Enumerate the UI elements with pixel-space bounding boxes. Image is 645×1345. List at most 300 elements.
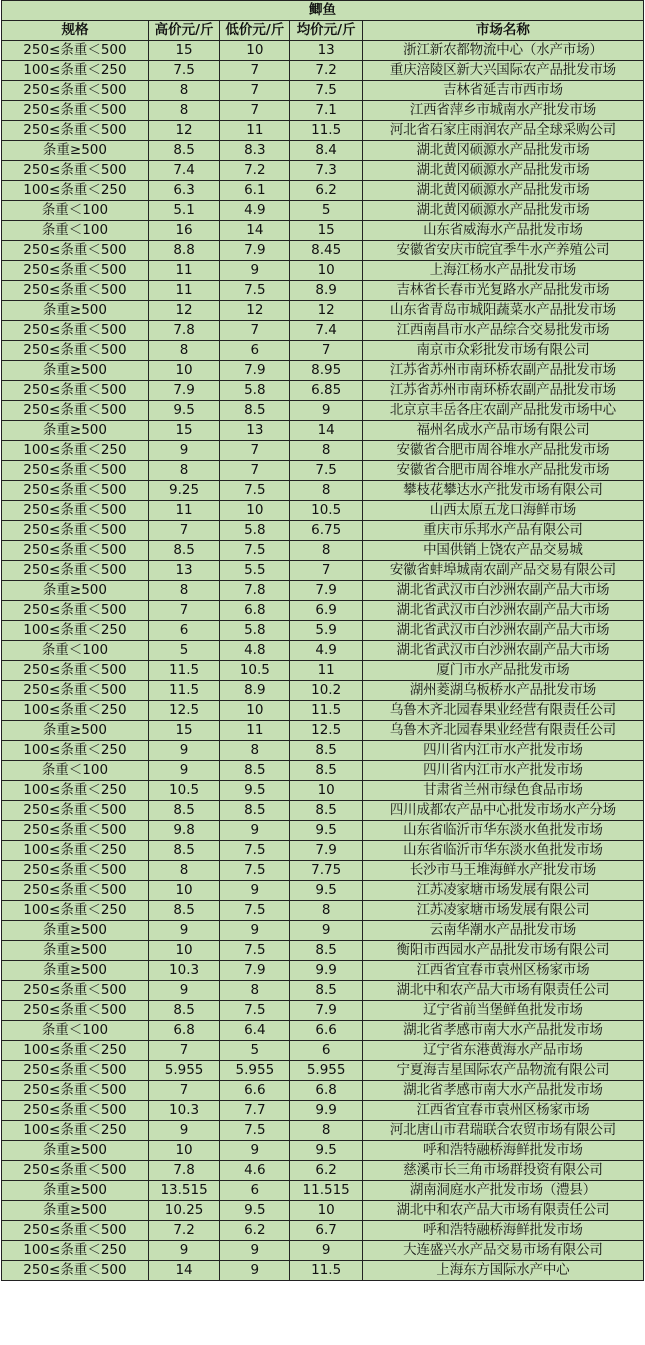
cell-avg-price: 7.5 [290, 461, 362, 481]
cell-high-price: 10 [148, 1141, 219, 1161]
cell-market-name: 慈溪市长三角市场群投资有限公司 [362, 1161, 643, 1181]
cell-avg-price: 11.5 [290, 121, 362, 141]
cell-high-price: 7 [148, 601, 219, 621]
table-row [2, 1041, 644, 1061]
header-high-price: 高价元/斤 [148, 21, 219, 41]
cell-high-price: 15 [148, 421, 219, 441]
cell-low-price: 7.5 [220, 281, 290, 301]
cell-avg-price: 8.4 [290, 141, 362, 161]
cell-spec: 条重≥500 [2, 921, 149, 941]
cell-spec: 条重≥500 [2, 1181, 149, 1201]
cell-spec: 100≤条重＜250 [2, 701, 149, 721]
cell-spec: 250≤条重＜500 [2, 561, 149, 581]
cell-low-price: 7.7 [220, 1101, 290, 1121]
cell-avg-price: 5.9 [290, 621, 362, 641]
cell-spec: 100≤条重＜250 [2, 781, 149, 801]
table-row [2, 741, 644, 761]
table-row [2, 841, 644, 861]
cell-market-name: 吉林省延吉市西市场 [362, 81, 643, 101]
cell-high-price: 12.5 [148, 701, 219, 721]
cell-spec: 250≤条重＜500 [2, 341, 149, 361]
cell-low-price: 6 [220, 1181, 290, 1201]
cell-low-price: 7 [220, 101, 290, 121]
cell-high-price: 7.9 [148, 381, 219, 401]
cell-spec: 250≤条重＜500 [2, 541, 149, 561]
cell-high-price: 11 [148, 501, 219, 521]
cell-avg-price: 8.95 [290, 361, 362, 381]
cell-spec: 250≤条重＜500 [2, 481, 149, 501]
cell-market-name: 江苏凌家塘市场发展有限公司 [362, 901, 643, 921]
cell-low-price: 9 [220, 1261, 290, 1281]
cell-low-price: 10 [220, 41, 290, 61]
cell-market-name: 湖北省武汉市白沙洲农副产品大市场 [362, 621, 643, 641]
cell-spec: 250≤条重＜500 [2, 801, 149, 821]
table-row [2, 601, 644, 621]
cell-spec: 250≤条重＜500 [2, 81, 149, 101]
cell-spec: 条重≥500 [2, 1201, 149, 1221]
table-row [2, 421, 644, 441]
table-row [2, 441, 644, 461]
cell-market-name: 乌鲁木齐北园春果业经营有限责任公司 [362, 721, 643, 741]
cell-low-price: 7.9 [220, 361, 290, 381]
table-row [2, 561, 644, 581]
table-row [2, 41, 644, 61]
cell-market-name: 河北唐山市君瑞联合农贸市场有限公司 [362, 1121, 643, 1141]
cell-market-name: 湖北省孝感市南大水产品批发市场 [362, 1021, 643, 1041]
cell-low-price: 8.3 [220, 141, 290, 161]
cell-avg-price: 9.5 [290, 821, 362, 841]
cell-avg-price: 7.75 [290, 861, 362, 881]
cell-high-price: 12 [148, 301, 219, 321]
cell-market-name: 上海东方国际水产中心 [362, 1261, 643, 1281]
cell-high-price: 9 [148, 921, 219, 941]
table-row [2, 801, 644, 821]
cell-low-price: 5.8 [220, 521, 290, 541]
cell-low-price: 6.6 [220, 1081, 290, 1101]
cell-avg-price: 8.45 [290, 241, 362, 261]
cell-high-price: 10.25 [148, 1201, 219, 1221]
cell-low-price: 5.955 [220, 1061, 290, 1081]
cell-high-price: 14 [148, 1261, 219, 1281]
cell-spec: 100≤条重＜250 [2, 1041, 149, 1061]
cell-low-price: 7 [220, 321, 290, 341]
cell-market-name: 云南华潮水产品批发市场 [362, 921, 643, 941]
table-row [2, 81, 644, 101]
cell-low-price: 11 [220, 121, 290, 141]
cell-low-price: 8.5 [220, 801, 290, 821]
table-row [2, 241, 644, 261]
table-row [2, 621, 644, 641]
table-row [2, 1021, 644, 1041]
cell-spec: 250≤条重＜500 [2, 661, 149, 681]
cell-market-name: 湖北省武汉市白沙洲农副产品大市场 [362, 641, 643, 661]
cell-low-price: 9 [220, 881, 290, 901]
cell-high-price: 8.5 [148, 901, 219, 921]
cell-low-price: 8 [220, 981, 290, 1001]
cell-market-name: 福州名成水产品市场有限公司 [362, 421, 643, 441]
cell-market-name: 上海江杨水产品批发市场 [362, 261, 643, 281]
cell-avg-price: 8.5 [290, 801, 362, 821]
cell-low-price: 8 [220, 741, 290, 761]
cell-market-name: 大连盛兴水产品交易市场有限公司 [362, 1241, 643, 1261]
cell-market-name: 湖北中和农产品大市场有限责任公司 [362, 981, 643, 1001]
cell-market-name: 安徽省蚌埠城南农副产品交易有限公司 [362, 561, 643, 581]
cell-low-price: 7.5 [220, 901, 290, 921]
cell-high-price: 9 [148, 981, 219, 1001]
cell-avg-price: 7.4 [290, 321, 362, 341]
cell-low-price: 7 [220, 461, 290, 481]
cell-avg-price: 7 [290, 341, 362, 361]
cell-market-name: 四川省内江市水产批发市场 [362, 761, 643, 781]
cell-market-name: 安徽省合肥市周谷堆水产品批发市场 [362, 441, 643, 461]
price-table [1, 0, 644, 1281]
table-title: 鲫鱼 [2, 1, 644, 21]
cell-market-name: 甘肃省兰州市绿色食品市场 [362, 781, 643, 801]
cell-avg-price: 11.515 [290, 1181, 362, 1201]
cell-high-price: 8 [148, 861, 219, 881]
header-spec: 规格 [2, 21, 149, 41]
table-row [2, 641, 644, 661]
cell-high-price: 15 [148, 41, 219, 61]
cell-low-price: 9.5 [220, 781, 290, 801]
cell-high-price: 13 [148, 561, 219, 581]
cell-low-price: 5.8 [220, 381, 290, 401]
cell-avg-price: 8 [290, 1121, 362, 1141]
cell-market-name: 山东省青岛市城阳蔬菜水产品批发市场 [362, 301, 643, 321]
table-row [2, 381, 644, 401]
cell-avg-price: 9 [290, 1241, 362, 1261]
cell-high-price: 6.3 [148, 181, 219, 201]
cell-avg-price: 6.9 [290, 601, 362, 621]
cell-high-price: 7.2 [148, 1221, 219, 1241]
table-row [2, 301, 644, 321]
cell-high-price: 9.25 [148, 481, 219, 501]
cell-high-price: 10.5 [148, 781, 219, 801]
cell-market-name: 辽宁省前当堡鲜鱼批发市场 [362, 1001, 643, 1021]
cell-low-price: 4.6 [220, 1161, 290, 1181]
table-row [2, 861, 644, 881]
cell-market-name: 重庆涪陵区新大兴国际农产品批发市场 [362, 61, 643, 81]
cell-spec: 100≤条重＜250 [2, 181, 149, 201]
table-row [2, 1181, 644, 1201]
cell-high-price: 10 [148, 361, 219, 381]
cell-spec: 250≤条重＜500 [2, 261, 149, 281]
cell-low-price: 9.5 [220, 1201, 290, 1221]
table-row [2, 461, 644, 481]
cell-market-name: 安徽省安庆市皖宜季牛水产养殖公司 [362, 241, 643, 261]
cell-low-price: 7 [220, 441, 290, 461]
table-row [2, 1001, 644, 1021]
cell-market-name: 湖北黄冈硕源水产品批发市场 [362, 201, 643, 221]
cell-spec: 250≤条重＜500 [2, 981, 149, 1001]
cell-high-price: 7 [148, 1041, 219, 1061]
table-row [2, 261, 644, 281]
cell-avg-price: 13 [290, 41, 362, 61]
cell-market-name: 湖北黄冈硕源水产品批发市场 [362, 181, 643, 201]
cell-market-name: 厦门市水产品批发市场 [362, 661, 643, 681]
cell-low-price: 7.9 [220, 961, 290, 981]
cell-high-price: 10 [148, 941, 219, 961]
table-row [2, 61, 644, 81]
cell-avg-price: 8 [290, 441, 362, 461]
cell-avg-price: 9.9 [290, 1101, 362, 1121]
table-row [2, 921, 644, 941]
cell-avg-price: 8 [290, 481, 362, 501]
cell-spec: 条重≥500 [2, 1141, 149, 1161]
cell-market-name: 江西省宜春市袁州区杨家市场 [362, 1101, 643, 1121]
cell-low-price: 7.9 [220, 241, 290, 261]
cell-avg-price: 8.5 [290, 761, 362, 781]
table-row [2, 121, 644, 141]
cell-avg-price: 4.9 [290, 641, 362, 661]
cell-market-name: 河北省石家庄雨润农产品全球采购公司 [362, 121, 643, 141]
cell-spec: 250≤条重＜500 [2, 861, 149, 881]
table-row [2, 181, 644, 201]
cell-spec: 250≤条重＜500 [2, 461, 149, 481]
table-row [2, 541, 644, 561]
cell-spec: 250≤条重＜500 [2, 1221, 149, 1241]
cell-market-name: 江西南昌市水产品综合交易批发市场 [362, 321, 643, 341]
cell-avg-price: 9.9 [290, 961, 362, 981]
cell-low-price: 10.5 [220, 661, 290, 681]
cell-high-price: 8.5 [148, 141, 219, 161]
table-row [2, 1121, 644, 1141]
table-row [2, 281, 644, 301]
cell-high-price: 8.5 [148, 801, 219, 821]
table-row [2, 161, 644, 181]
table-row [2, 701, 644, 721]
cell-market-name: 山西太原五龙口海鲜市场 [362, 501, 643, 521]
cell-avg-price: 7 [290, 561, 362, 581]
cell-high-price: 8 [148, 101, 219, 121]
cell-market-name: 宁夏海吉星国际农产品物流有限公司 [362, 1061, 643, 1081]
cell-avg-price: 8.5 [290, 741, 362, 761]
cell-low-price: 7.2 [220, 161, 290, 181]
cell-low-price: 7.5 [220, 1001, 290, 1021]
cell-low-price: 9 [220, 261, 290, 281]
cell-avg-price: 7.1 [290, 101, 362, 121]
table-row [2, 201, 644, 221]
table-row [2, 661, 644, 681]
cell-market-name: 浙江新农都物流中心（水产市场） [362, 41, 643, 61]
header-market-name: 市场名称 [362, 21, 643, 41]
cell-avg-price: 8 [290, 541, 362, 561]
cell-market-name: 长沙市马王堆海鲜水产批发市场 [362, 861, 643, 881]
cell-high-price: 6.8 [148, 1021, 219, 1041]
cell-market-name: 湖北省武汉市白沙洲农副产品大市场 [362, 601, 643, 621]
cell-market-name: 湖南洞庭水产批发市场（澧县） [362, 1181, 643, 1201]
cell-low-price: 7.5 [220, 541, 290, 561]
table-row [2, 941, 644, 961]
cell-spec: 250≤条重＜500 [2, 681, 149, 701]
cell-low-price: 7.5 [220, 861, 290, 881]
cell-avg-price: 9 [290, 401, 362, 421]
cell-low-price: 5.8 [220, 621, 290, 641]
cell-low-price: 9 [220, 1241, 290, 1261]
cell-avg-price: 7.9 [290, 1001, 362, 1021]
cell-high-price: 10.3 [148, 1101, 219, 1121]
cell-avg-price: 7.9 [290, 841, 362, 861]
cell-high-price: 8 [148, 461, 219, 481]
cell-avg-price: 6.8 [290, 1081, 362, 1101]
cell-avg-price: 12.5 [290, 721, 362, 741]
table-row [2, 481, 644, 501]
cell-avg-price: 7.2 [290, 61, 362, 81]
cell-avg-price: 8.5 [290, 941, 362, 961]
table-row [2, 521, 644, 541]
cell-market-name: 山东省临沂市华东淡水鱼批发市场 [362, 841, 643, 861]
cell-low-price: 6.8 [220, 601, 290, 621]
cell-market-name: 四川成都农产品中心批发市场水产分场 [362, 801, 643, 821]
cell-avg-price: 10 [290, 781, 362, 801]
table-row [2, 401, 644, 421]
cell-market-name: 呼和浩特融桥海鲜批发市场 [362, 1141, 643, 1161]
cell-avg-price: 8.9 [290, 281, 362, 301]
cell-high-price: 11.5 [148, 661, 219, 681]
cell-market-name: 南京市众彩批发市场有限公司 [362, 341, 643, 361]
cell-avg-price: 6.2 [290, 181, 362, 201]
header-low-price: 低价元/斤 [220, 21, 290, 41]
cell-high-price: 10.3 [148, 961, 219, 981]
cell-high-price: 6 [148, 621, 219, 641]
cell-low-price: 7.5 [220, 481, 290, 501]
cell-market-name: 呼和浩特融桥海鲜批发市场 [362, 1221, 643, 1241]
cell-high-price: 8.5 [148, 841, 219, 861]
table-row [2, 1101, 644, 1121]
table-row [2, 761, 644, 781]
cell-spec: 100≤条重＜250 [2, 1121, 149, 1141]
cell-spec: 100≤条重＜250 [2, 61, 149, 81]
cell-market-name: 江西省宜春市袁州区杨家市场 [362, 961, 643, 981]
cell-low-price: 5 [220, 1041, 290, 1061]
cell-spec: 条重≥500 [2, 721, 149, 741]
cell-avg-price: 6.75 [290, 521, 362, 541]
cell-low-price: 7 [220, 61, 290, 81]
cell-high-price: 9 [148, 441, 219, 461]
cell-spec: 条重＜100 [2, 761, 149, 781]
cell-spec: 250≤条重＜500 [2, 121, 149, 141]
cell-high-price: 9 [148, 1241, 219, 1261]
cell-low-price: 7.5 [220, 941, 290, 961]
table-row [2, 141, 644, 161]
table-row [2, 1161, 644, 1181]
table-row [2, 721, 644, 741]
table-row [2, 321, 644, 341]
table-row [2, 881, 644, 901]
cell-low-price: 8.9 [220, 681, 290, 701]
cell-spec: 条重＜100 [2, 221, 149, 241]
table-row [2, 981, 644, 1001]
cell-spec: 100≤条重＜250 [2, 441, 149, 461]
cell-spec: 250≤条重＜500 [2, 381, 149, 401]
table-row [2, 581, 644, 601]
cell-spec: 250≤条重＜500 [2, 241, 149, 261]
cell-high-price: 9 [148, 761, 219, 781]
cell-low-price: 7.5 [220, 1121, 290, 1141]
cell-low-price: 10 [220, 701, 290, 721]
cell-high-price: 8 [148, 581, 219, 601]
cell-market-name: 四川省内江市水产批发市场 [362, 741, 643, 761]
cell-market-name: 攀枝花攀达水产批发市场有限公司 [362, 481, 643, 501]
cell-high-price: 12 [148, 121, 219, 141]
cell-high-price: 8 [148, 341, 219, 361]
cell-avg-price: 10 [290, 1201, 362, 1221]
cell-low-price: 9 [220, 821, 290, 841]
cell-market-name: 衡阳市西园水产品批发市场有限公司 [362, 941, 643, 961]
cell-spec: 250≤条重＜500 [2, 881, 149, 901]
cell-spec: 条重≥500 [2, 941, 149, 961]
cell-avg-price: 10.2 [290, 681, 362, 701]
cell-spec: 250≤条重＜500 [2, 501, 149, 521]
cell-high-price: 7.5 [148, 61, 219, 81]
cell-low-price: 11 [220, 721, 290, 741]
cell-high-price: 5 [148, 641, 219, 661]
cell-low-price: 14 [220, 221, 290, 241]
cell-low-price: 4.9 [220, 201, 290, 221]
cell-spec: 250≤条重＜500 [2, 821, 149, 841]
cell-spec: 条重＜100 [2, 1021, 149, 1041]
cell-high-price: 7.4 [148, 161, 219, 181]
cell-low-price: 7.8 [220, 581, 290, 601]
cell-market-name: 山东省临沂市华东淡水鱼批发市场 [362, 821, 643, 841]
cell-avg-price: 11 [290, 661, 362, 681]
cell-high-price: 10 [148, 881, 219, 901]
cell-high-price: 15 [148, 721, 219, 741]
cell-spec: 条重≥500 [2, 301, 149, 321]
cell-spec: 250≤条重＜500 [2, 1001, 149, 1021]
cell-high-price: 11 [148, 261, 219, 281]
cell-high-price: 8.8 [148, 241, 219, 261]
cell-market-name: 安徽省合肥市周谷堆水产品批发市场 [362, 461, 643, 481]
cell-spec: 条重≥500 [2, 581, 149, 601]
table-row [2, 361, 644, 381]
cell-low-price: 9 [220, 921, 290, 941]
cell-high-price: 8.5 [148, 541, 219, 561]
table-row [2, 1241, 644, 1261]
cell-spec: 条重≥500 [2, 961, 149, 981]
cell-market-name: 辽宁省东港黄海水产品市场 [362, 1041, 643, 1061]
cell-avg-price: 9.5 [290, 1141, 362, 1161]
cell-high-price: 9 [148, 1121, 219, 1141]
cell-avg-price: 5.955 [290, 1061, 362, 1081]
table-row [2, 341, 644, 361]
cell-avg-price: 6.2 [290, 1161, 362, 1181]
cell-market-name: 湖北省武汉市白沙洲农副产品大市场 [362, 581, 643, 601]
cell-spec: 100≤条重＜250 [2, 741, 149, 761]
table-row [2, 681, 644, 701]
table-row [2, 221, 644, 241]
cell-market-name: 重庆市乐邦水产品有限公司 [362, 521, 643, 541]
cell-market-name: 江西省萍乡市城南水产批发市场 [362, 101, 643, 121]
cell-low-price: 6 [220, 341, 290, 361]
cell-avg-price: 15 [290, 221, 362, 241]
cell-high-price: 7 [148, 1081, 219, 1101]
table-row [2, 901, 644, 921]
cell-low-price: 5.5 [220, 561, 290, 581]
table-row [2, 1061, 644, 1081]
cell-high-price: 7 [148, 521, 219, 541]
cell-avg-price: 10.5 [290, 501, 362, 521]
cell-low-price: 6.2 [220, 1221, 290, 1241]
table-row [2, 1201, 644, 1221]
table-header-row [2, 21, 644, 41]
cell-avg-price: 9 [290, 921, 362, 941]
cell-spec: 250≤条重＜500 [2, 401, 149, 421]
cell-avg-price: 8.5 [290, 981, 362, 1001]
cell-spec: 条重≥500 [2, 141, 149, 161]
cell-market-name: 中国供销上饶农产品交易城 [362, 541, 643, 561]
cell-low-price: 8.5 [220, 401, 290, 421]
